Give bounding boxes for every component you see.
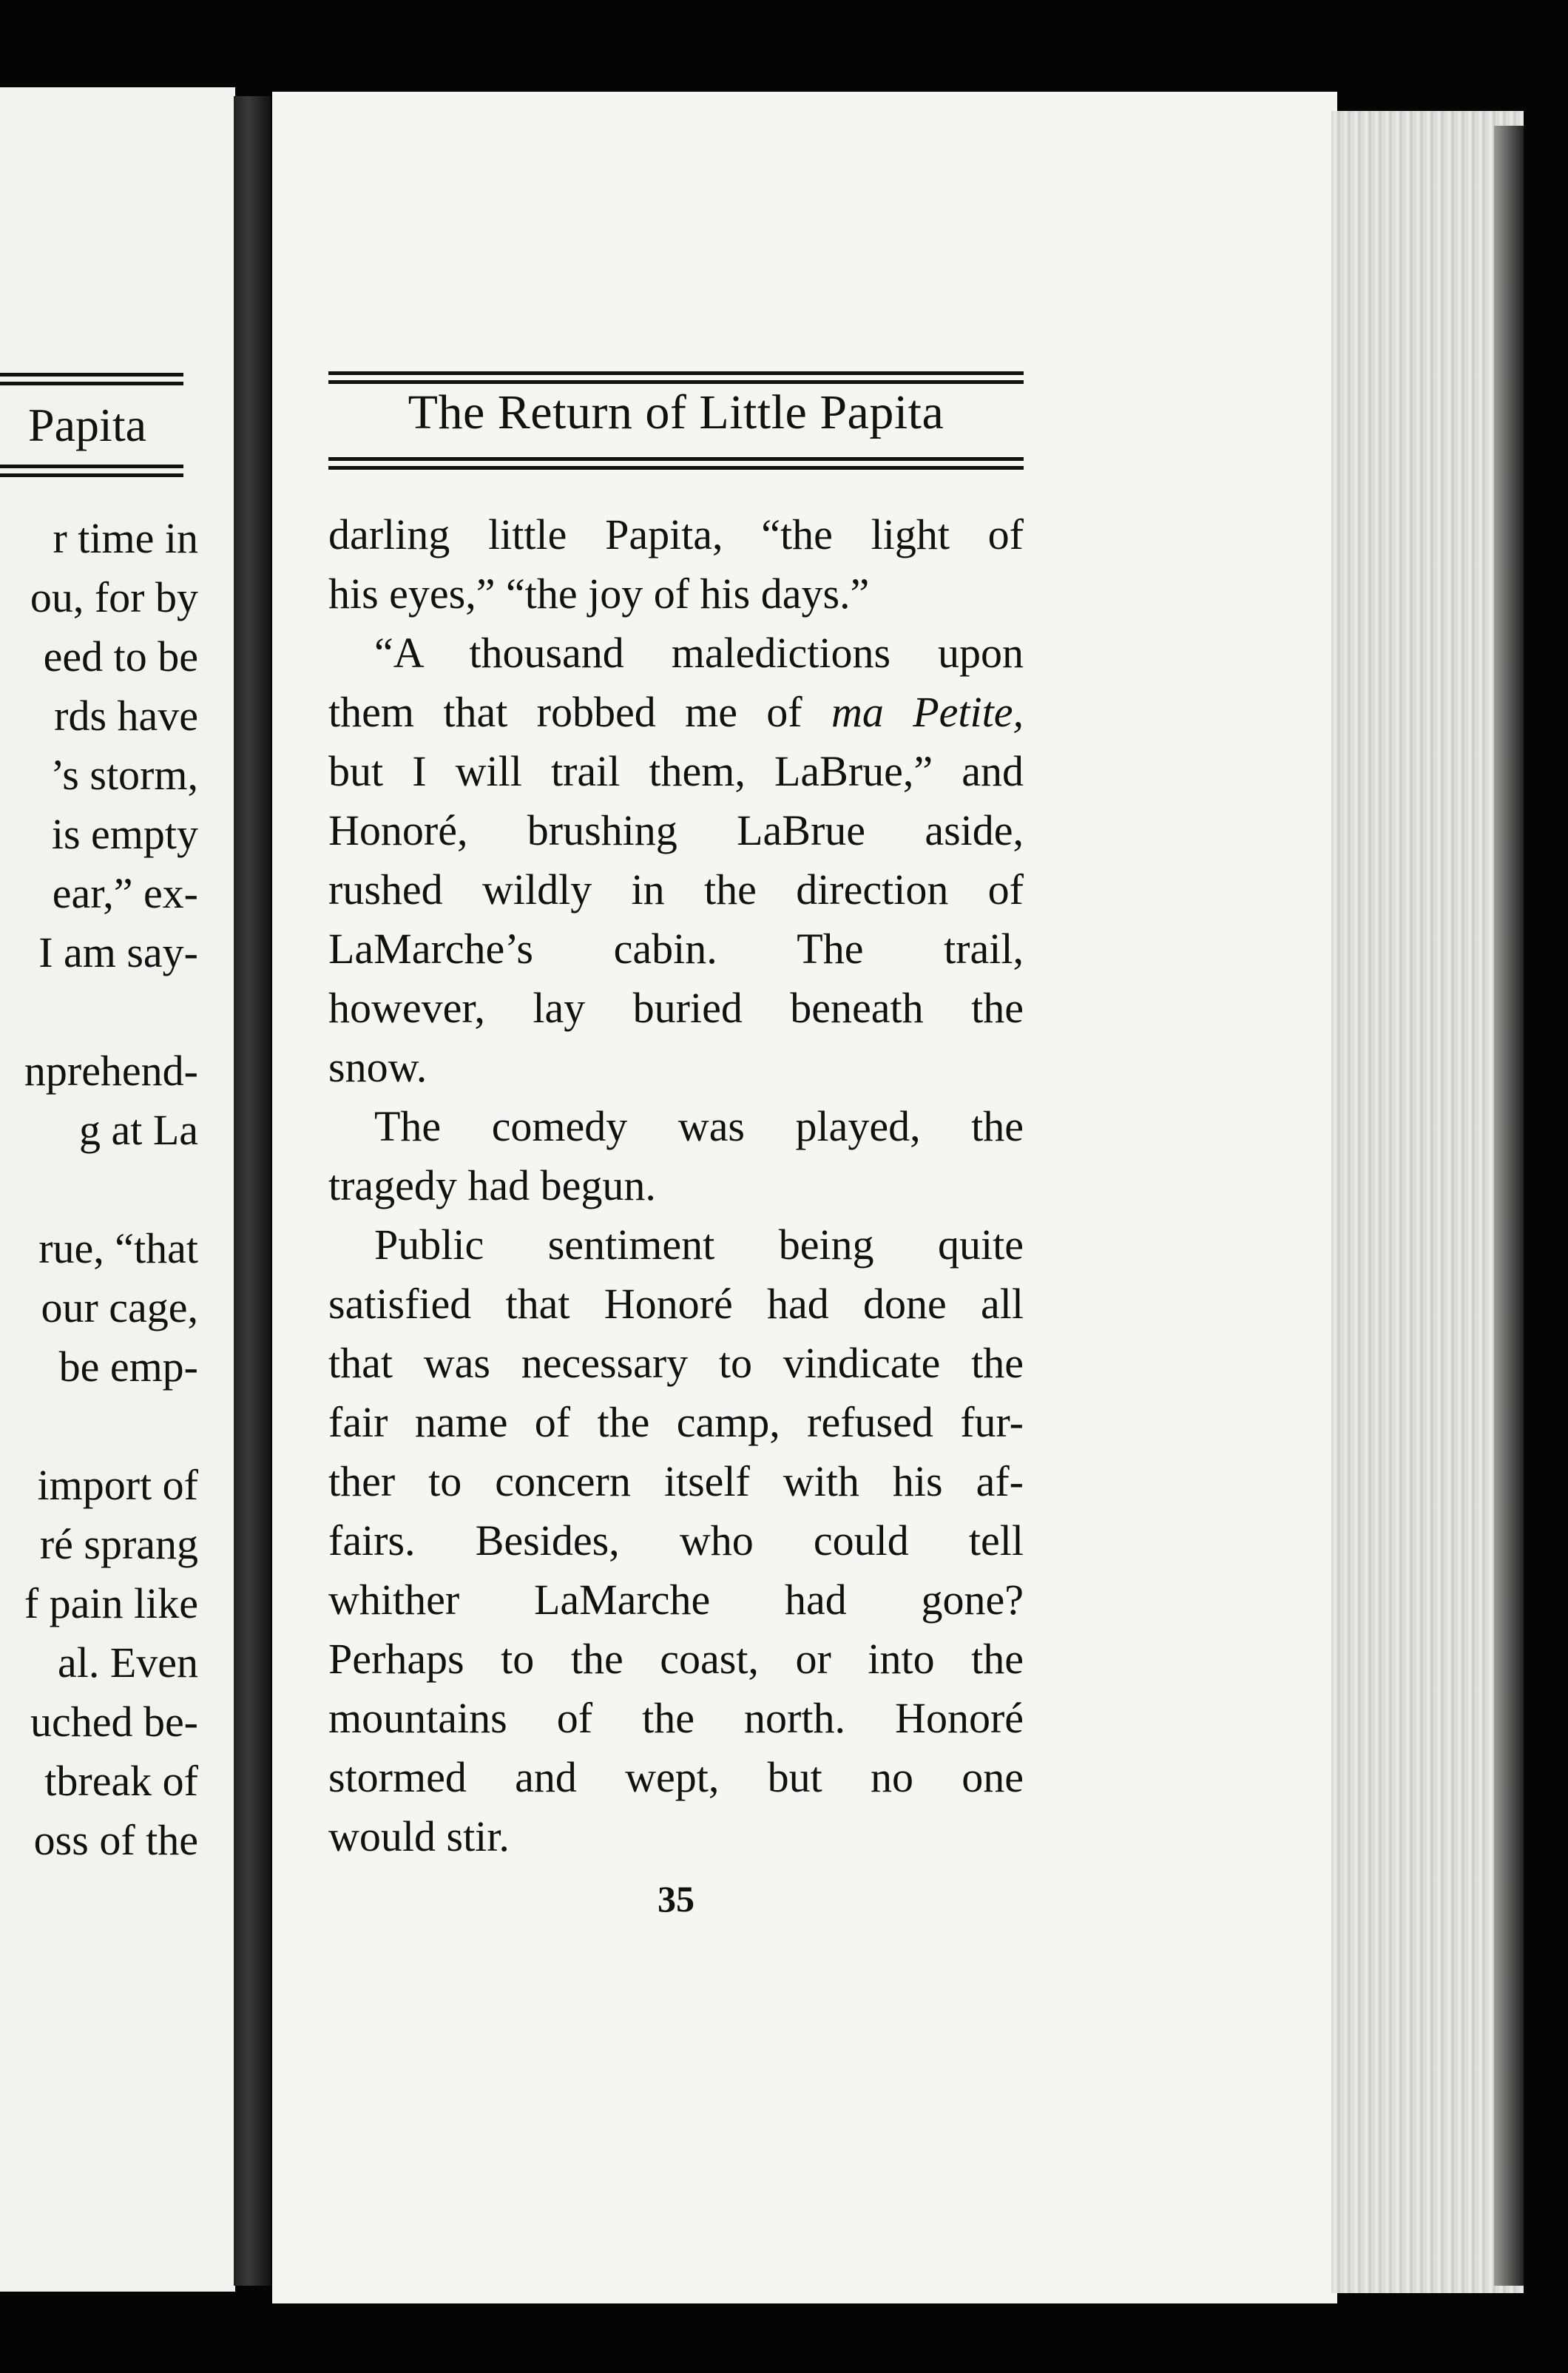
left-line: ear,” ex- — [52, 869, 198, 917]
left-line — [0, 1397, 198, 1456]
left-line: g at La — [78, 1106, 198, 1154]
left-line: uched be- — [30, 1698, 198, 1746]
left-line: ré sprang — [39, 1520, 198, 1568]
body-text — [328, 505, 1024, 1866]
text-line: mountains of the north. Honoré — [328, 1694, 1024, 1742]
left-page — [0, 87, 235, 2292]
text-line: but I will trail them, LaBrue,” and — [328, 747, 1024, 795]
text-line: ther to concern itself with his af- — [328, 1457, 1024, 1505]
text-line: his eyes,” “the joy of his days.” — [328, 570, 870, 618]
left-line: ou, for by — [30, 573, 198, 621]
text-line: would stir. — [328, 1812, 510, 1860]
text-line: snow. — [328, 1043, 428, 1091]
text-line: The comedy was played, the — [374, 1102, 1024, 1150]
text-line: rushed wildly in the direction of — [328, 865, 1024, 914]
left-line: be emp- — [58, 1343, 198, 1391]
italic-run: ma Petite, — [831, 688, 1024, 736]
left-line: I am say- — [38, 928, 198, 976]
running-head: The Return of Little Papita — [408, 385, 944, 439]
text-line: Honoré, brushing LaBrue aside, — [328, 806, 1024, 854]
text-line: stormed and wept, but no one — [328, 1753, 1024, 1801]
left-line: is empty — [51, 810, 198, 858]
left-running-head: Papita — [28, 399, 146, 451]
text-line — [328, 683, 1024, 742]
book-gutter — [234, 96, 271, 2286]
text-line: Public sentiment being quite — [374, 1221, 1024, 1269]
running-head-rule-top — [328, 371, 1024, 375]
text-line: however, lay buried beneath the — [328, 984, 1024, 1032]
text-line: satisfied that Honoré had done all — [328, 1280, 1024, 1328]
text-line: “A thousand maledictions upon — [374, 629, 1024, 677]
left-line: rds have — [54, 692, 198, 740]
left-head-rule-bottom-2 — [0, 473, 183, 477]
left-line: nprehend- — [24, 1047, 198, 1095]
left-line: tbreak of — [44, 1757, 198, 1805]
left-line: oss of the — [33, 1816, 198, 1864]
left-line — [0, 1160, 198, 1219]
left-line — [0, 982, 198, 1042]
left-line: ’s storm, — [50, 751, 198, 799]
left-page-text — [0, 509, 198, 1870]
running-head-rule-bottom — [328, 457, 1024, 461]
left-line: import of — [37, 1461, 198, 1509]
text-line: that was necessary to vindicate the — [328, 1339, 1024, 1387]
left-line: rue, “that — [38, 1224, 198, 1272]
text-line: fair name of the camp, refused fur- — [328, 1398, 1024, 1446]
left-line: eed to be — [43, 632, 198, 681]
left-head-rule-top — [0, 373, 183, 377]
running-head-rule-bottom-2 — [328, 466, 1024, 470]
left-line: f pain like — [24, 1579, 198, 1627]
running-head-rule-top-2 — [328, 380, 1024, 384]
left-line: r time in — [53, 514, 198, 562]
text-line: tragedy had begun. — [328, 1161, 656, 1209]
text-line: Perhaps to the coast, or into the — [328, 1635, 1024, 1683]
text-line: fairs. Besides, who could tell — [328, 1516, 1024, 1564]
text-run: them that robbed me of — [328, 688, 831, 736]
text-line: darling little Papita, “the light of — [328, 510, 1024, 558]
page-number: 35 — [658, 1878, 695, 1920]
text-line: whither LaMarche had gone? — [328, 1576, 1024, 1624]
left-head-rule-bottom — [0, 465, 183, 468]
left-head-rule-top-2 — [0, 382, 183, 385]
text-line: LaMarche’s cabin. The trail, — [328, 925, 1024, 973]
left-line: al. Even — [57, 1638, 198, 1687]
left-line: our cage, — [41, 1283, 198, 1331]
page-edge-shadow — [1494, 126, 1524, 2286]
